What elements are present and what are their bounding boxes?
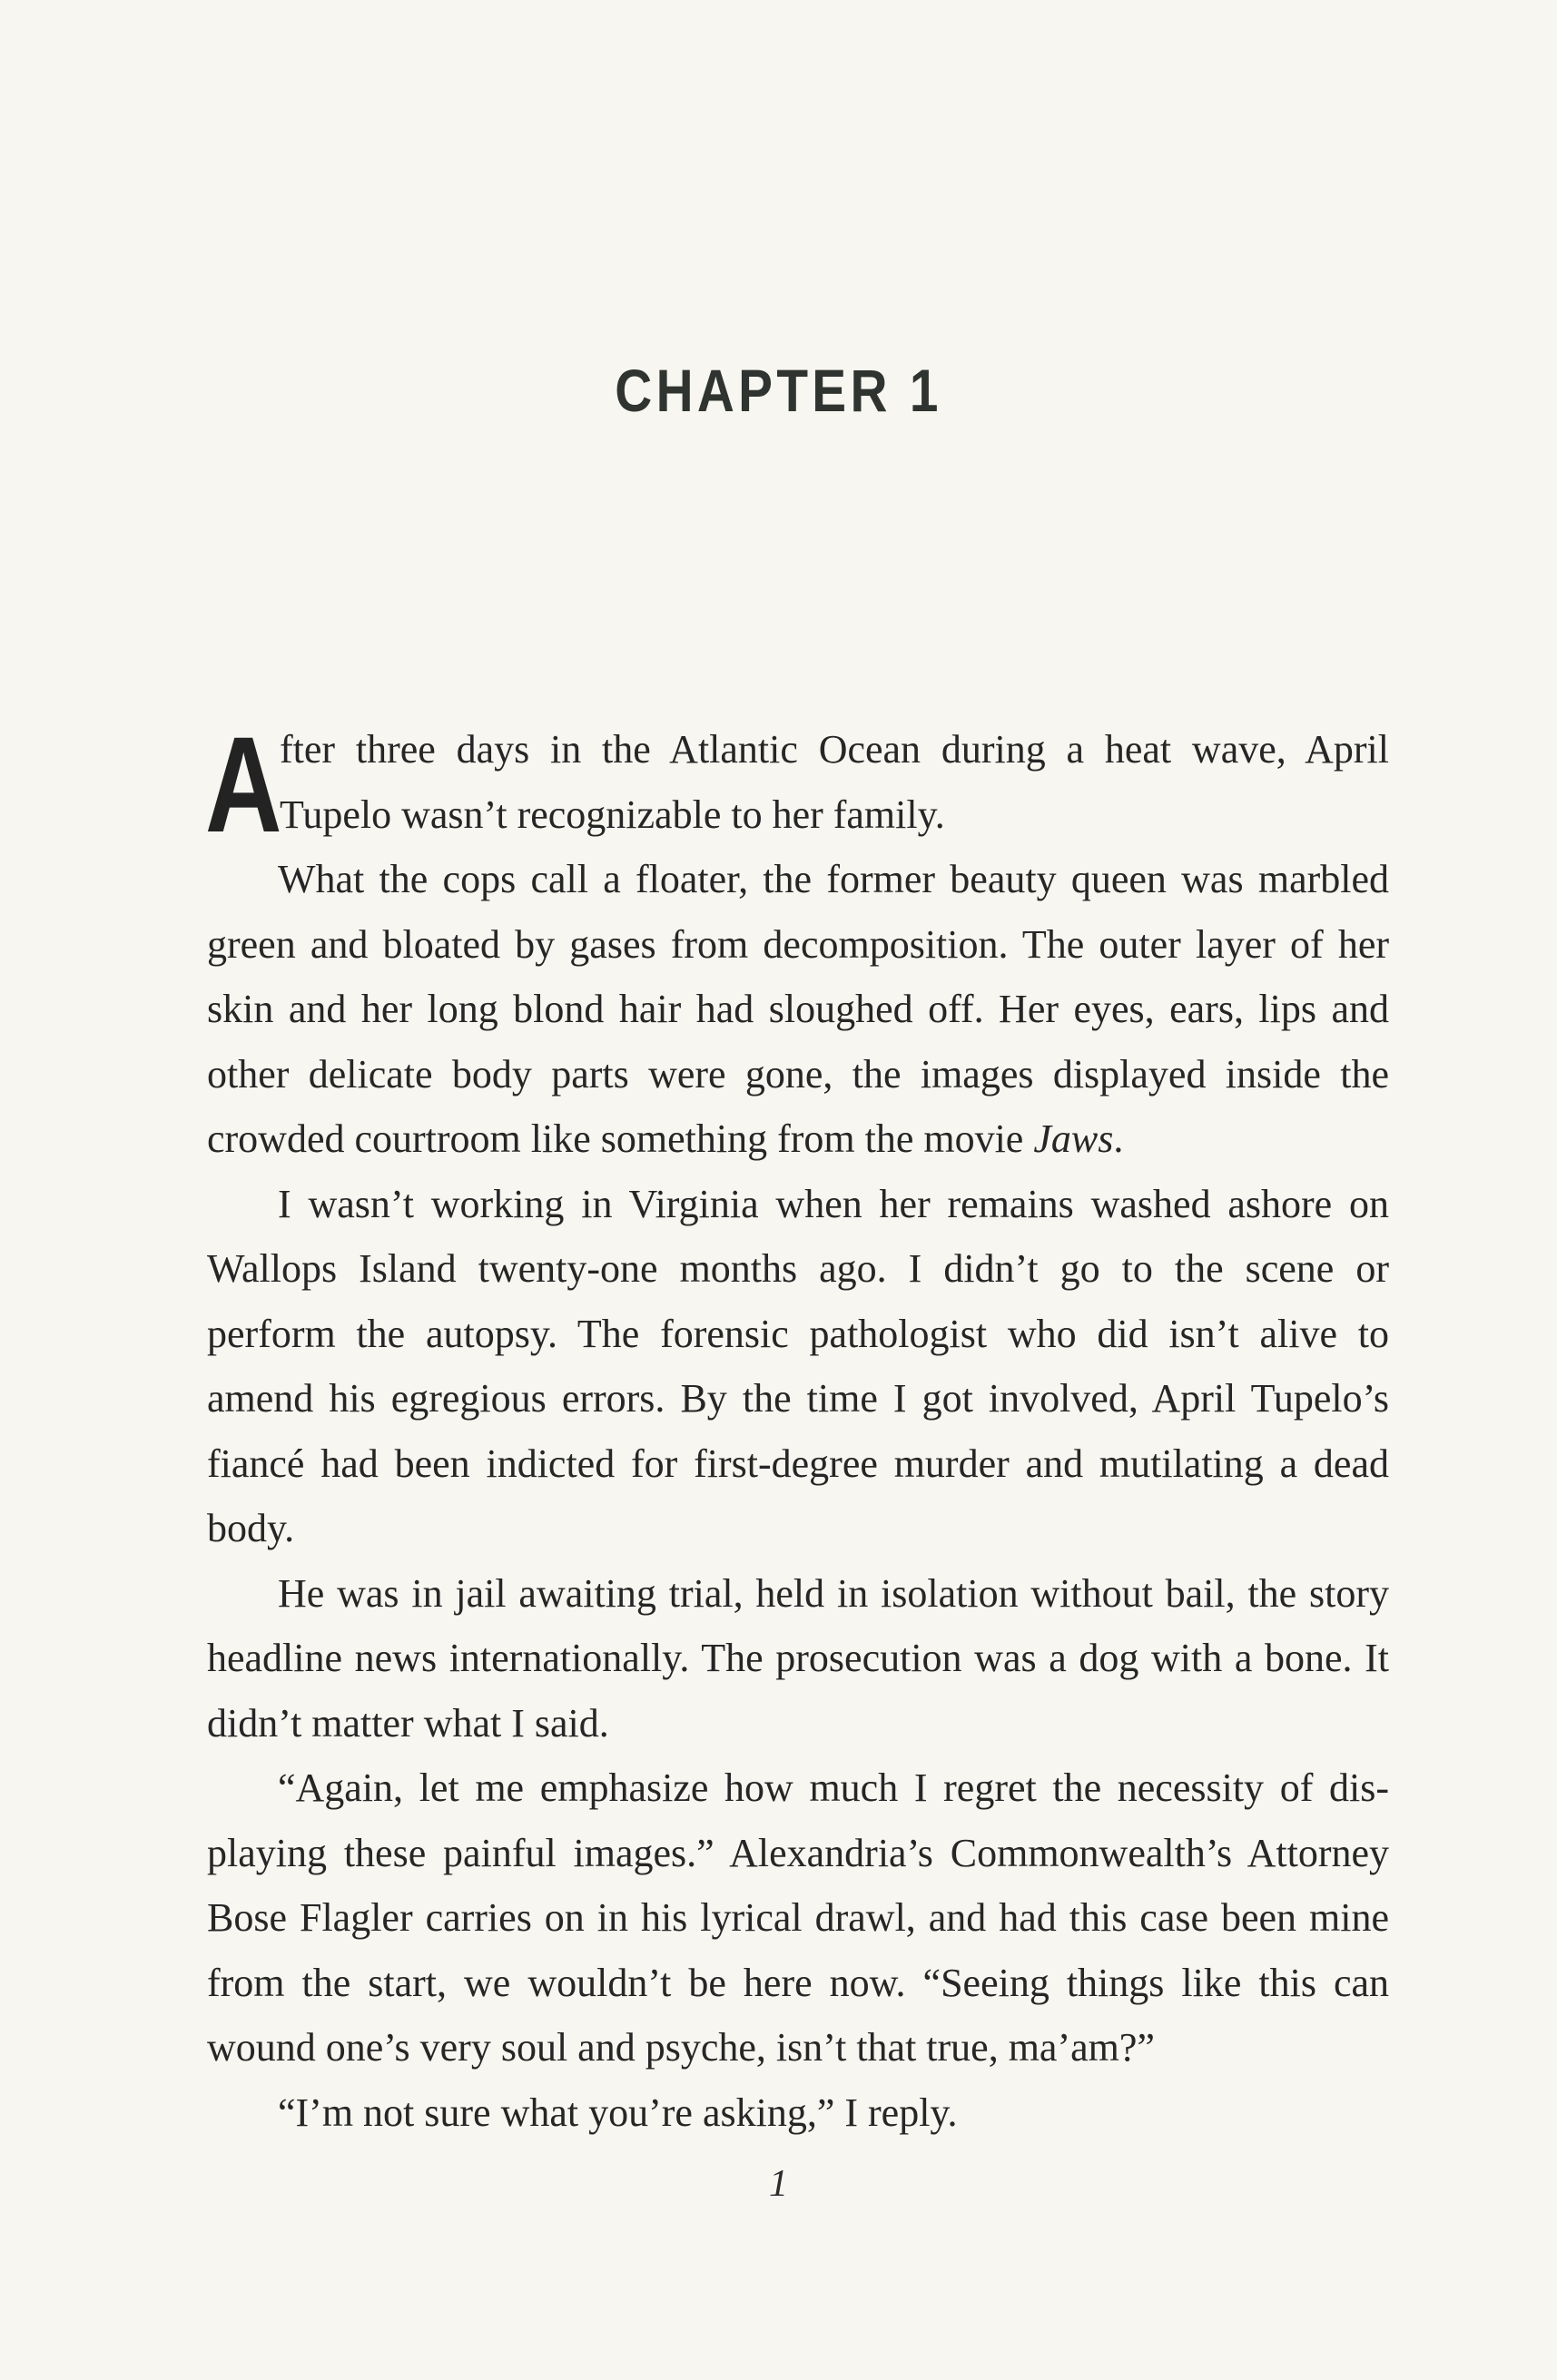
paragraph-1 [205, 708, 1389, 861]
page-number: 1 [769, 2163, 788, 2205]
chapter-heading: CHAPTER 1 [615, 357, 942, 424]
drop-cap-letter: A [205, 708, 282, 861]
chapter-body [205, 708, 1389, 2145]
paragraph-4: He was in jail awaiting trial, held in isolation without bail, the story headline news internationally. The prosecution was a dog with a bone. It didn’t matter what I said. [207, 1570, 1389, 1746]
paragraph-6: “I’m not sure what you’re asking,” I reply. [278, 2090, 958, 2135]
paragraph-1-text: fter three days in the Atlantic Ocean during a heat wave, April Tupelo wasn’t recognizable to her family. [280, 727, 1389, 837]
paragraph-3: I wasn’t working in Virginia when her remains washed ashore on Wallops Island twenty-one months ago. I didn’t go to the scene or perform the autopsy. The forensic pathologist who did isn’t alive to amend his egregious errors. By the time I got involved, April Tupelo’s fiancé had been indicted for first-degree murder and mutilating a dead body. [207, 1181, 1389, 1550]
paragraph-2-text: What the cops call a floater, the former beauty queen was marbled green and bloated by gases from decomposition. The outer layer of her skin and her long blond hair had sloughed off. Her eyes, ears, lips and other delicate body parts were gone, the images displayed inside the crowded courtroom like something from the movie [207, 857, 1389, 1161]
paragraph-2 [207, 847, 1389, 1172]
paragraph-2-end: . [1113, 1116, 1124, 1161]
movie-title: Jaws [1033, 1116, 1114, 1161]
paragraph-5: “Again, let me emphasize how much I regret the necessity of displaying these painful images.” Alexandria’s Commonwealth’s Attorney Bose Flagler carries on in his lyrical drawl, and had this case been mine from the start, we wouldn’t be here now. “Seeing things like this can wound one’s very soul and psyche, isn’t that true, ma’am?” [207, 1765, 1389, 2070]
